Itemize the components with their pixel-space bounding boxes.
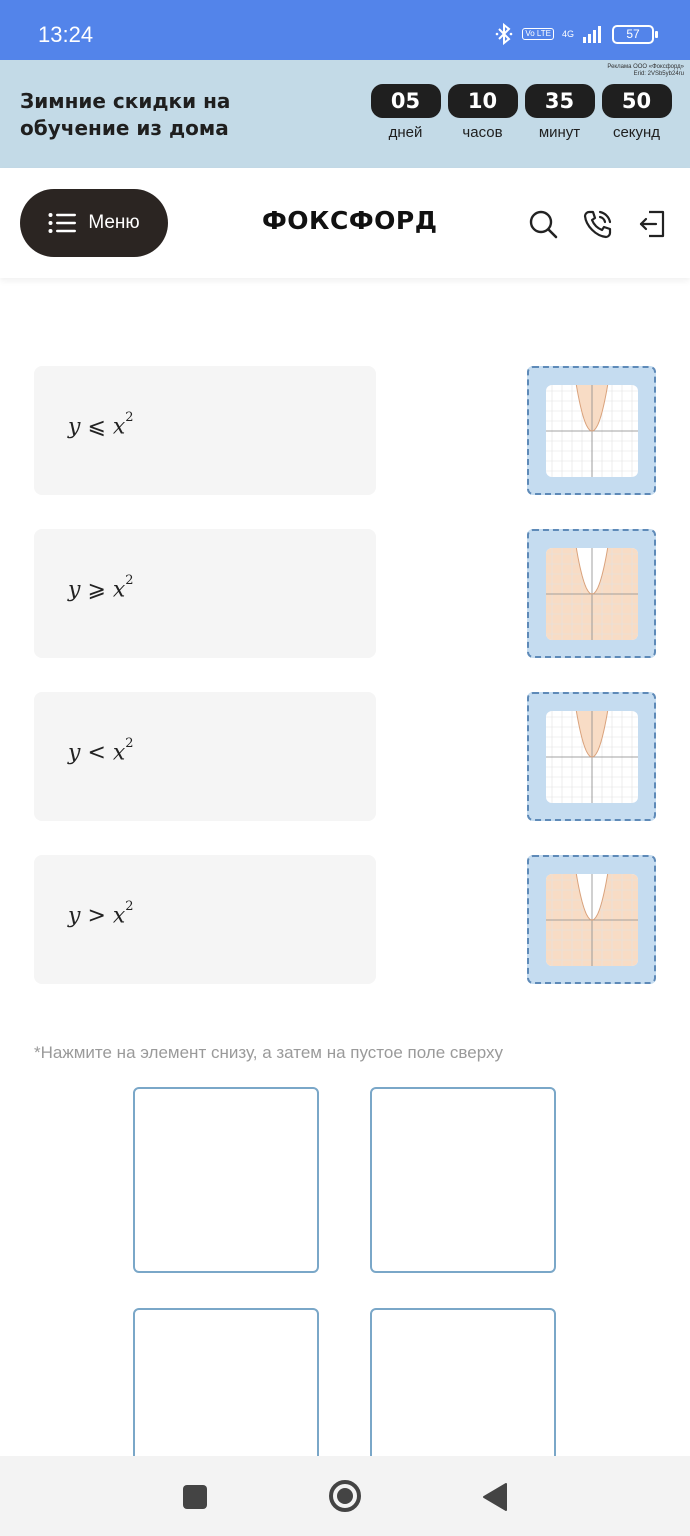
formula-row-4 [34, 855, 376, 984]
android-nav-bar [0, 1456, 690, 1536]
home-icon[interactable] [328, 1479, 362, 1513]
formula-exponent: 2 [125, 410, 134, 425]
formula [68, 736, 134, 766]
graph-thumbnail[interactable] [546, 874, 638, 966]
login-icon[interactable] [637, 208, 669, 240]
parabola-graph-icon [546, 548, 638, 640]
formula-lhs: y [68, 577, 81, 603]
answer-box-2[interactable] [370, 1087, 556, 1273]
formula-operator: > [87, 903, 106, 929]
formula [68, 410, 134, 440]
countdown-timer [370, 84, 672, 141]
timer-unit: часов [462, 124, 503, 141]
instruction-hint: *Нажмите на элемент снизу, а затем на пустое поле сверху [34, 1043, 503, 1062]
formula-exponent: 2 [125, 736, 134, 751]
formula-row-2 [34, 529, 376, 658]
network-label: 4G [561, 29, 574, 39]
formula [68, 899, 134, 929]
phone-icon[interactable] [582, 208, 614, 240]
timer-unit: секунд [612, 124, 661, 141]
back-icon[interactable] [482, 1482, 508, 1512]
timer-unit: минут [538, 124, 581, 141]
bluetooth-icon [494, 22, 514, 46]
parabola-graph-icon [546, 874, 638, 966]
search-icon[interactable] [527, 208, 559, 240]
ad-line-2: Erid: 2VSb5yb24ru [633, 71, 684, 77]
formula-operator: < [87, 740, 106, 766]
battery-level: 57 [626, 26, 640, 41]
answer-box-1[interactable] [133, 1087, 319, 1273]
parabola-graph-icon [546, 385, 638, 477]
timer-hours [447, 84, 518, 141]
formula-row-1 [34, 366, 376, 495]
timer-value: 50 [602, 84, 672, 118]
menu-label: Меню [88, 212, 140, 233]
timer-days [370, 84, 441, 141]
formula-rhs: x [112, 414, 126, 440]
graph-thumbnail[interactable] [546, 548, 638, 640]
menu-button[interactable] [20, 189, 168, 257]
formula-exponent: 2 [125, 899, 134, 914]
site-header [0, 168, 690, 278]
timer-seconds [601, 84, 672, 141]
promo-title: Зимние скидки на обучение из дома [20, 89, 231, 140]
formula-rhs: x [112, 577, 126, 603]
volte-badge: Vo LTE [522, 28, 554, 40]
status-bar [0, 0, 690, 60]
formula-rhs: x [112, 740, 126, 766]
formula-row-3 [34, 692, 376, 821]
formula [68, 573, 134, 603]
parabola-graph-icon [546, 711, 638, 803]
menu-icon [48, 212, 76, 234]
ad-disclaimer [607, 64, 684, 78]
signal-icon [582, 25, 604, 43]
formula-lhs: y [68, 740, 81, 766]
timer-value: 10 [448, 84, 518, 118]
graph-thumbnail[interactable] [546, 385, 638, 477]
timer-minutes [524, 84, 595, 141]
status-icons [494, 22, 654, 46]
drop-slot-2[interactable] [527, 529, 656, 658]
promo-banner[interactable] [0, 60, 690, 168]
drop-slot-1[interactable] [527, 366, 656, 495]
drop-slot-3[interactable] [527, 692, 656, 821]
ad-line-1: Реклама ООО «Фоксфорд» [607, 64, 684, 70]
graph-thumbnail[interactable] [546, 711, 638, 803]
formula-exponent: 2 [125, 573, 134, 588]
timer-unit: дней [388, 124, 423, 141]
drop-slot-4[interactable] [527, 855, 656, 984]
formula-operator: ⩾ [87, 577, 106, 603]
status-time: 13:24 [38, 22, 94, 47]
formula-operator: ⩽ [87, 414, 106, 440]
formula-lhs: y [68, 414, 81, 440]
site-logo[interactable]: ФОКСФОРД [262, 206, 438, 235]
formula-rhs: x [112, 903, 126, 929]
battery-icon [612, 25, 654, 44]
formula-lhs: y [68, 903, 81, 929]
recent-apps-icon[interactable] [182, 1484, 208, 1510]
timer-value: 05 [371, 84, 441, 118]
timer-value: 35 [525, 84, 595, 118]
